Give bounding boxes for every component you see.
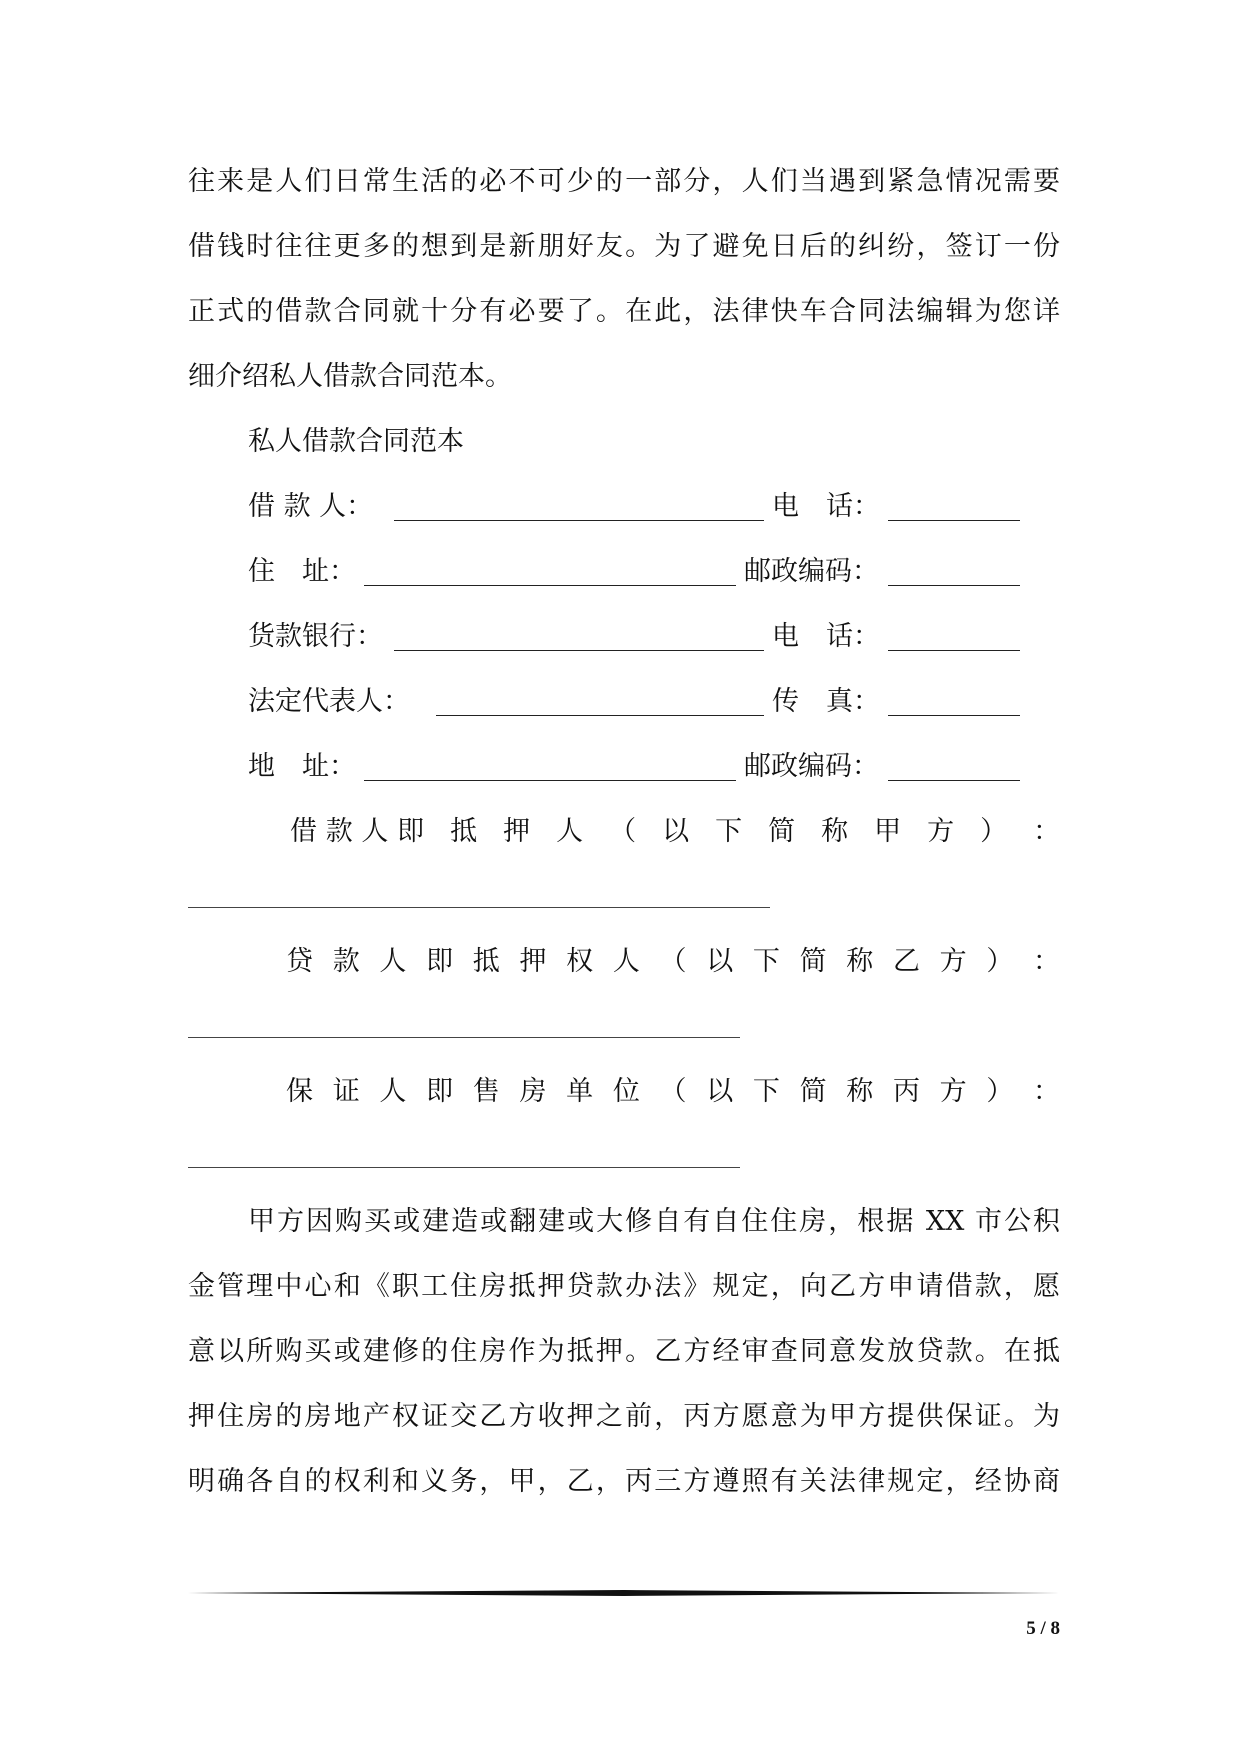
party-a-blank [188, 907, 770, 908]
field-blank-fax [888, 715, 1020, 716]
contract-title: 私人借款合同范本 [248, 426, 464, 457]
field-blank-legal-rep [436, 715, 764, 716]
field-label-borrower: 借 款 人： [248, 491, 374, 522]
party-a-label: 借款人即 抵 押 人 （ 以 下 简 称 甲 方 ） ： [290, 816, 1061, 847]
field-blank-borrower [394, 520, 764, 521]
field-label-bank-phone: 电 话： [772, 621, 880, 652]
field-label-fax: 传 真： [772, 686, 880, 717]
body-line-2: 金管理中心和《职工住房抵押贷款办法》规定，向乙方申请借款，愿 [188, 1271, 1060, 1302]
field-blank-address [364, 585, 736, 586]
intro-line-1: 往来是人们日常生活的必不可少的一部分，人们当遇到紧急情况需要 [188, 166, 1060, 197]
party-b-label: 贷 款 人 即 抵 押 权 人 （ 以 下 简 称 乙 方 ） ： [286, 946, 1060, 977]
field-label-location: 地 址： [248, 751, 356, 782]
body-line-3: 意以所购买或建修的住房作为抵押。乙方经审查同意发放贷款。在抵 [188, 1336, 1060, 1367]
body-line-1: 甲方因购买或建造或翻建或大修自有自住住房，根据 XX 市公积 [248, 1206, 1060, 1237]
field-blank-postcode [888, 585, 1020, 586]
field-label-bank: 货款银行： [248, 621, 383, 652]
footer-rule [188, 1590, 1060, 1596]
field-label-phone: 电 话： [772, 491, 880, 522]
field-label-address: 住 址： [248, 556, 356, 587]
intro-line-3: 正式的借款合同就十分有必要了。在此，法律快车合同法编辑为您详 [188, 296, 1060, 327]
field-blank-location [364, 780, 736, 781]
intro-line-2: 借钱时往往更多的想到是新朋好友。为了避免日后的纠纷，签订一份 [188, 231, 1060, 262]
field-blank-bank [394, 650, 764, 651]
field-label-location-postcode: 邮政编码： [744, 751, 879, 782]
body-line-5: 明确各自的权利和义务，甲，乙，丙三方遵照有关法律规定，经协商 [188, 1466, 1060, 1497]
field-blank-location-postcode [888, 780, 1020, 781]
field-blank-bank-phone [888, 650, 1020, 651]
field-label-postcode: 邮政编码： [744, 556, 879, 587]
party-c-blank [188, 1167, 740, 1168]
intro-line-4: 细介绍私人借款合同范本。 [188, 361, 512, 392]
field-blank-phone [888, 520, 1020, 521]
party-c-label: 保 证 人 即 售 房 单 位 （ 以 下 简 称 丙 方 ） ： [286, 1076, 1060, 1107]
body-line-4: 押住房的房地产权证交乙方收押之前，丙方愿意为甲方提供保证。为 [188, 1401, 1060, 1432]
field-label-legal-rep: 法定代表人： [248, 686, 410, 717]
page-number: 5 / 8 [1026, 1618, 1060, 1639]
party-b-blank [188, 1037, 740, 1038]
